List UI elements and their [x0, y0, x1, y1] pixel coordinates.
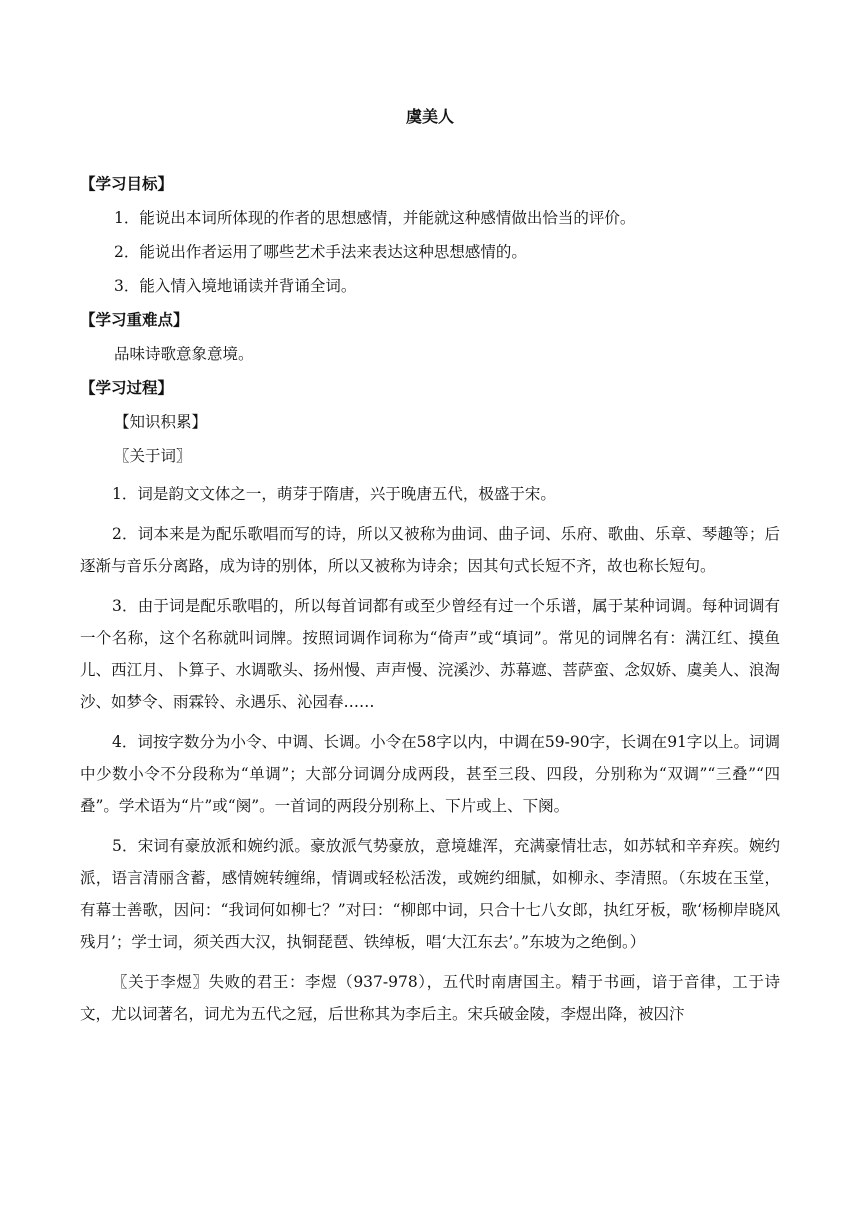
knowledge-subheading: 【知识积累】: [114, 413, 208, 431]
about-li-yu-paragraph: 〖关于李煜〗失败的君王：李煜（937-978），五代时南唐国主。精于书画，谙于音律，工于诗文，尤以词著名，词尤为五代之冠，后世称其为李后主。宋兵破金陵，李煜出降，被囚汴: [80, 973, 780, 1023]
key-points-text: 品味诗歌意象意境。: [114, 345, 254, 363]
process-heading: 【学习过程】: [80, 379, 174, 397]
paragraph: 4．词按字数分为小令、中调、长调。小令在58字以内，中调在59-90字，长调在91字以上。词调中少数小令不分段称为“单调”；大部分词调分成两段，甚至三段、四段，分别称为“双调”“三叠”“四叠”。学术语为“片”或“阕”。一首词的两段分别称上、下片或上、下阕。: [80, 733, 780, 815]
objectives-heading: 【学习目标】: [80, 175, 174, 193]
objective-item: 3．能入情入境地诵读并背诵全词。: [114, 277, 357, 295]
paragraph: 3．由于词是配乐歌唱的，所以每首词都有或至少曾经有过一个乐谱，属于某种词调。每种词调有一个名称，这个名称就叫词牌。按照词调作词称为“倚声”或“填词”。常见的词牌名有：满江红、摸鱼儿、西江月、卜算子、水调歌头、扬州慢、声声慢、浣溪沙、苏幕遮、菩萨蛮、念奴娇、虞美人、浪淘沙、如梦令、雨霖铃、永遇乐、沁园春……: [80, 597, 780, 711]
key-points-heading: 【学习重难点】: [80, 311, 189, 329]
paragraph: 5．宋词有豪放派和婉约派。豪放派气势豪放，意境雄浑，充满豪情壮志，如苏轼和辛弃疾。婉约派，语言清丽含蓄，感情婉转缠绵，情调或轻松活泼，或婉约细腻，如柳永、李清照。（东坡在玉堂，有幕士善歌，因问：“我词何如柳七？”对曰：“柳郎中词，只合十七八女郎，执红牙板，歌‘杨柳岸晓风残月’；学士词，须关西大汉，执铜琵琶、铁绰板，唱‘大江东去’。”东坡为之绝倒。）: [80, 837, 780, 951]
about-ci-label: 〖关于词〗: [114, 447, 192, 465]
paragraph: 2．词本来是为配乐歌唱而写的诗，所以又被称为曲词、曲子词、乐府、歌曲、乐章、琴趣等；后逐渐与音乐分离路，成为诗的别体，所以又被称为诗余；因其句式长短不齐，故也称长短句。: [80, 525, 780, 575]
document-title: 虞美人: [405, 107, 454, 126]
document-body: [80, 172, 780, 1030]
paragraph: 1．词是韵文文体之一，萌芽于隋唐，兴于晚唐五代，极盛于宋。: [112, 485, 556, 503]
objective-item: 2．能说出作者运用了哪些艺术手法来表达这种思想感情的。: [114, 243, 527, 261]
objective-item: 1．能说出本词所体现的作者的思想感情，并能就这种感情做出恰当的评价。: [114, 209, 636, 227]
